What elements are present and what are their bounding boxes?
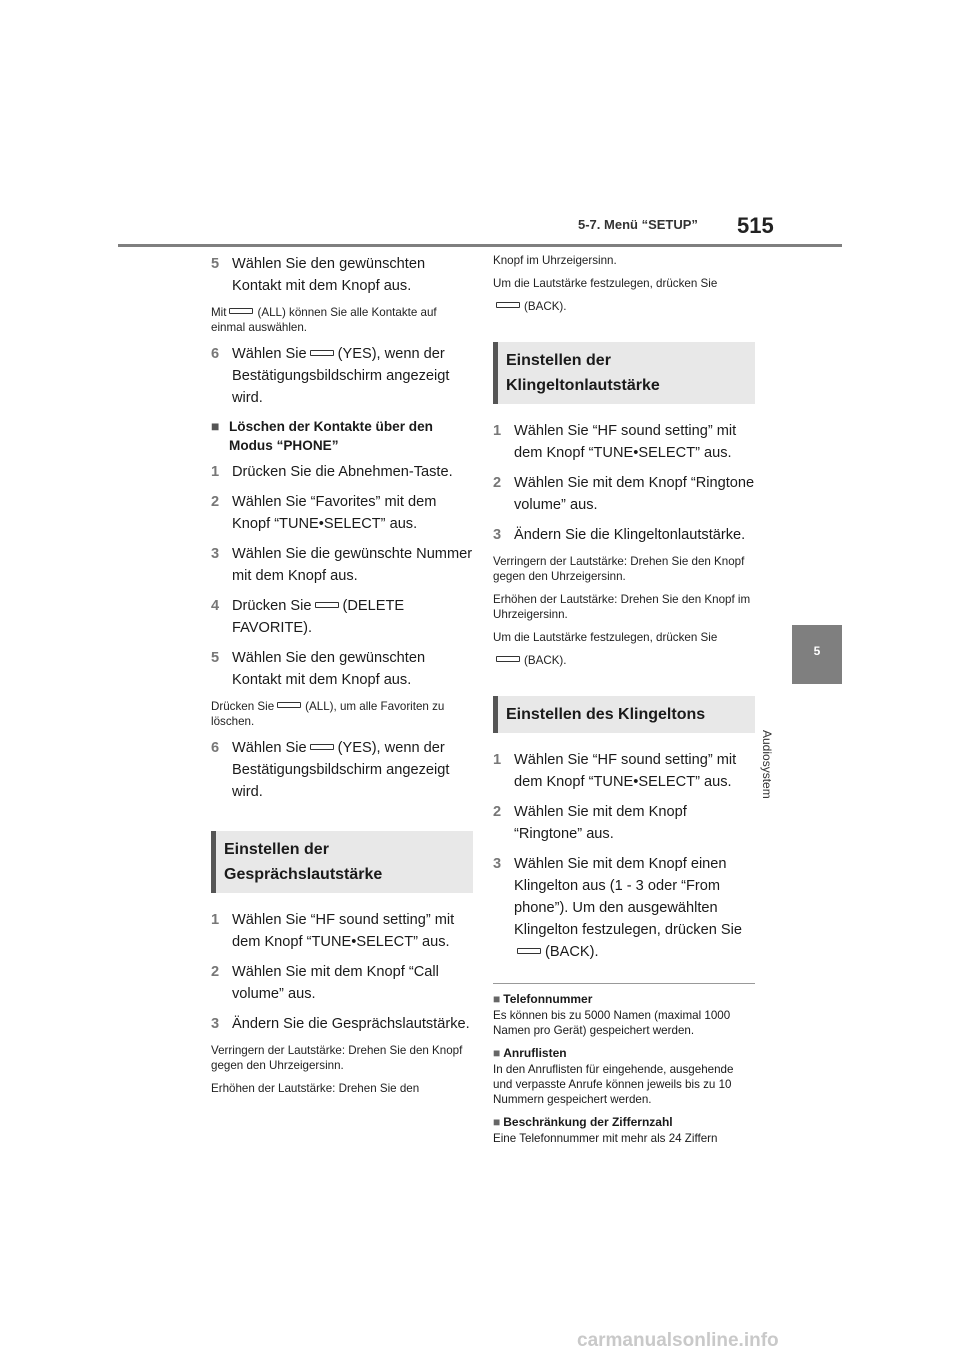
- step-item: 1 Wählen Sie “HF sound setting” mit dem Knopf “TUNE•SELECT” aus.: [493, 423, 737, 461]
- info-heading: ■ Beschränkung der Ziffernzahl: [493, 1115, 673, 1129]
- chapter-tab[interactable]: [792, 625, 842, 684]
- square-bullet-icon: ■: [493, 1115, 501, 1129]
- button-icon: [517, 948, 541, 954]
- step-item: 3 Ändern Sie die Gesprächslautstärke.: [211, 1016, 470, 1032]
- info-text: In den Anruflisten für eingehende, ausgehende und verpasste Anrufe können jeweils bis zu 10 Nummern gespeichert werden.: [493, 1063, 734, 1106]
- button-icon: [496, 656, 520, 662]
- note: (BACK).: [493, 299, 755, 314]
- square-bullet-icon: ■: [493, 1046, 501, 1060]
- step-item: 2 Wählen Sie mit dem Knopf “Ringtone volume” aus.: [493, 475, 755, 513]
- info-text: Es können bis zu 5000 Namen (maximal 1000 Namen pro Gerät) gespeichert werden.: [493, 1009, 731, 1037]
- button-icon: [310, 744, 334, 750]
- chapter-label: Audiosystem: [760, 730, 774, 799]
- note: Um die Lautstärke festzulegen, drücken Sie: [493, 277, 718, 290]
- note: Erhöhen der Lautstärke: Drehen Sie den Knopf im Uhrzeigersinn.: [493, 593, 751, 621]
- step-item: 3 Ändern Sie die Klingeltonlautstärke.: [493, 527, 746, 543]
- square-bullet-icon: ■: [493, 992, 501, 1006]
- note: Um die Lautstärke festzulegen, drücken Sie: [493, 631, 718, 644]
- step-item: 1 Drücken Sie die Abnehmen-Taste.: [211, 464, 453, 480]
- step-item: 3 Wählen Sie mit dem Knopf einen Klingelton aus (1 - 3 oder “From phone”). Um den ausgewählten Klingelton festzulegen, drücken Sie (BACK).: [493, 856, 742, 960]
- info-heading: ■ Anruflisten: [493, 1046, 567, 1060]
- button-icon: [277, 702, 301, 708]
- step-item: 1 Wählen Sie “HF sound setting” mit dem Knopf “TUNE•SELECT” aus.: [493, 752, 737, 790]
- step-item: 2 Wählen Sie mit dem Knopf “Call volume” aus.: [211, 964, 439, 1002]
- note: Knopf im Uhrzeigersinn.: [493, 254, 617, 267]
- note: Verringern der Lautstärke: Drehen Sie den Knopf gegen den Uhrzeigersinn.: [211, 1044, 463, 1072]
- section-title: Einstellen der Klingeltonlautstärke: [493, 342, 755, 404]
- button-icon: [229, 308, 253, 314]
- note: Erhöhen der Lautstärke: Drehen Sie den: [211, 1082, 420, 1095]
- page-number: 515: [737, 213, 774, 238]
- step-item: 1 Wählen Sie “HF sound setting” mit dem Knopf “TUNE•SELECT” aus.: [211, 912, 455, 950]
- chapter-number: 5: [813, 644, 821, 658]
- square-bullet-icon: ■: [211, 418, 220, 434]
- section-title: Einstellen des Klingeltons: [493, 696, 755, 733]
- step-item: 5 Wählen Sie den gewünschten Kontakt mit dem Knopf aus.: [211, 650, 426, 688]
- button-icon: [310, 350, 334, 356]
- subheading: ■ Löschen der Kontakte über den Modus “PHONE”: [211, 418, 433, 453]
- note: Mit (ALL) können Sie alle Kontakte auf einmal auswählen.: [211, 306, 437, 334]
- info-text: Eine Telefonnummer mit mehr als 24 Ziffern: [493, 1132, 718, 1145]
- step-item: 4 Drücken Sie (DELETE FAVORITE).: [211, 598, 405, 636]
- button-icon: [315, 602, 339, 608]
- header-section: 5-7. Menü “SETUP”: [578, 217, 698, 232]
- header-rule: [118, 244, 842, 247]
- step-item: 6 Wählen Sie (YES), wenn der Bestätigungsbildschirm angezeigt wird.: [211, 346, 450, 406]
- step-item: 2 Wählen Sie “Favorites” mit dem Knopf “TUNE•SELECT” aus.: [211, 494, 437, 532]
- note: (BACK).: [493, 653, 755, 668]
- section-title: Einstellen der Gesprächslautstärke: [211, 831, 473, 893]
- info-heading: ■ Telefonnummer: [493, 992, 593, 1006]
- step-item: 6 Wählen Sie (YES), wenn der Bestätigungsbildschirm angezeigt wird.: [211, 740, 450, 800]
- step-item: 3 Wählen Sie die gewünschte Nummer mit dem Knopf aus.: [211, 546, 473, 584]
- step-item: 5 Wählen Sie den gewünschten Kontakt mit dem Knopf aus.: [211, 256, 426, 294]
- divider: [493, 983, 755, 984]
- step-item: 2 Wählen Sie mit dem Knopf “Ringtone” aus.: [493, 804, 687, 842]
- right-column: [493, 253, 755, 1154]
- note: Verringern der Lautstärke: Drehen Sie den Knopf gegen den Uhrzeigersinn.: [493, 555, 745, 583]
- left-column: [211, 253, 473, 1104]
- watermark: carmanualsonline.info: [577, 1330, 779, 1351]
- button-icon: [496, 302, 520, 308]
- note: Drücken Sie (ALL), um alle Favoriten zu löschen.: [211, 700, 445, 728]
